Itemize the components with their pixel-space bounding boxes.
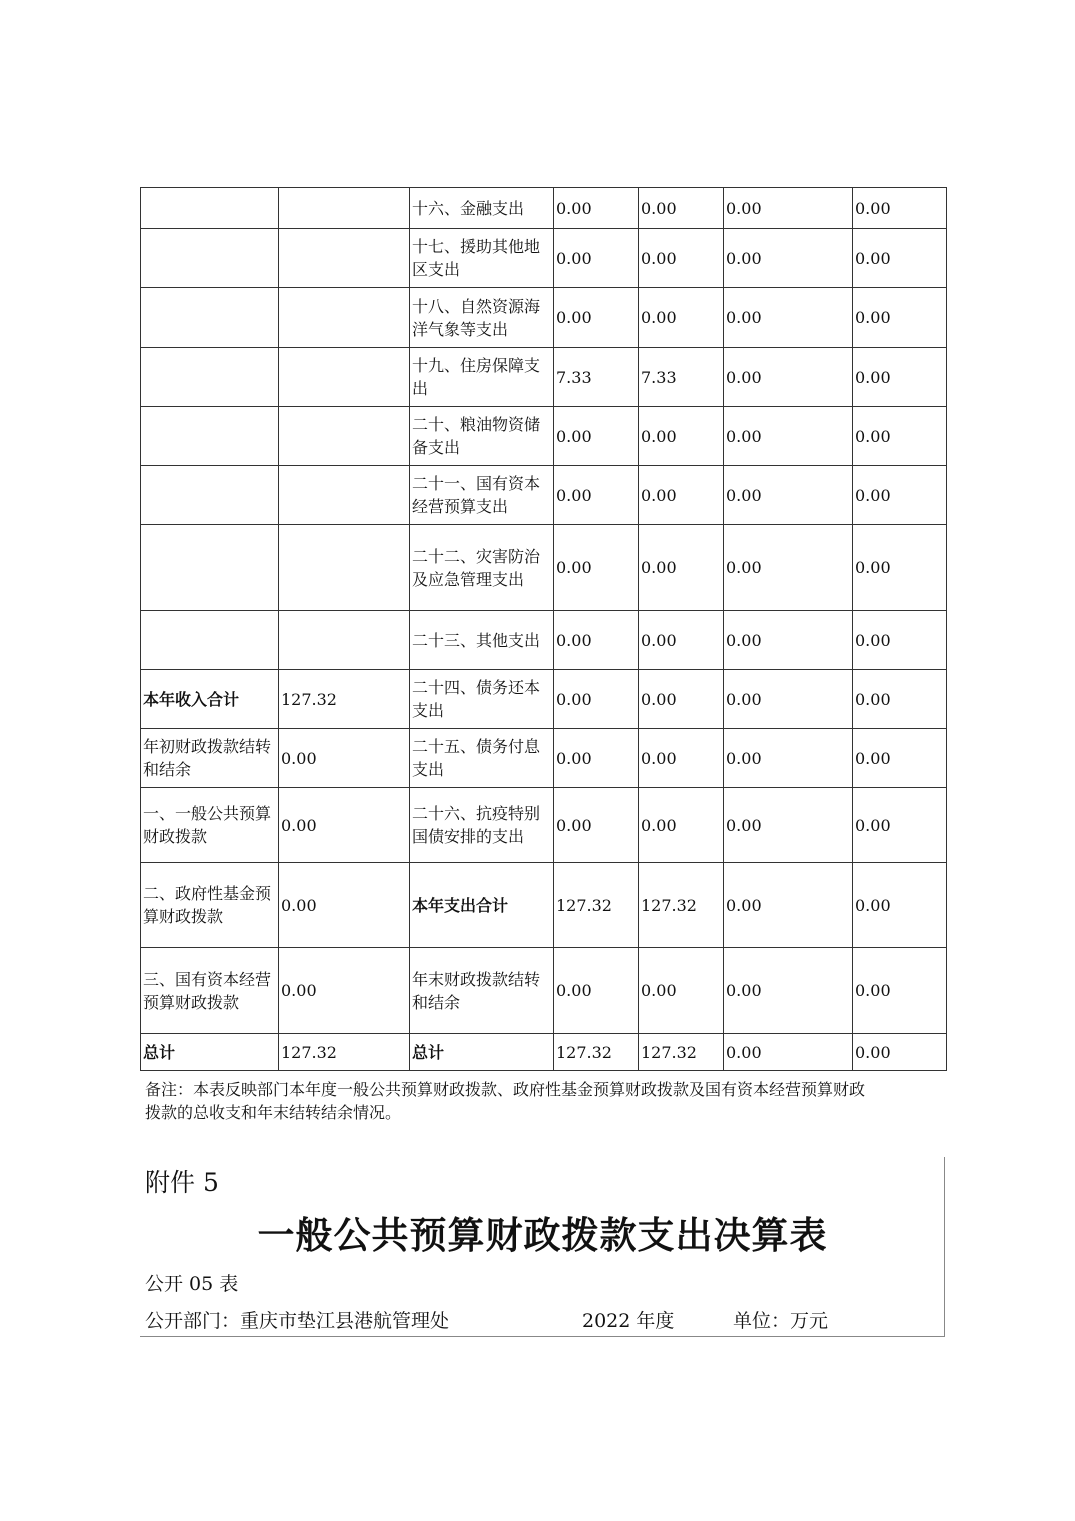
table-cell: 127.32 bbox=[639, 863, 724, 948]
table-cell: 0.00 bbox=[724, 670, 853, 729]
table-cell: 十七、援助其他地区支出 bbox=[410, 229, 554, 288]
table-number: 公开 05 表 bbox=[145, 1273, 239, 1295]
table-cell bbox=[279, 611, 410, 670]
table-cell: 十六、金融支出 bbox=[410, 188, 554, 229]
table-row bbox=[141, 788, 947, 863]
table-cell: 0.00 bbox=[639, 611, 724, 670]
table-cell: 二十六、抗疫特别国债安排的支出 bbox=[410, 788, 554, 863]
table-cell: 0.00 bbox=[853, 348, 947, 407]
table-cell: 0.00 bbox=[853, 863, 947, 948]
table-cell: 二十、粮油物资储备支出 bbox=[410, 407, 554, 466]
table-cell bbox=[279, 348, 410, 407]
table-cell bbox=[141, 348, 279, 407]
table-cell: 0.00 bbox=[724, 611, 853, 670]
table-cell: 0.00 bbox=[279, 948, 410, 1034]
table-cell: 二十二、灾害防治及应急管理支出 bbox=[410, 525, 554, 611]
table-cell: 0.00 bbox=[554, 729, 639, 788]
table-cell bbox=[141, 229, 279, 288]
table-cell bbox=[141, 525, 279, 611]
table-cell: 0.00 bbox=[853, 288, 947, 348]
table-cell bbox=[141, 407, 279, 466]
table-cell: 0.00 bbox=[639, 466, 724, 525]
table-cell: 0.00 bbox=[554, 288, 639, 348]
table-cell: 0.00 bbox=[724, 229, 853, 288]
table-cell: 0.00 bbox=[639, 788, 724, 863]
table-cell-bold: 总计 bbox=[141, 1034, 279, 1071]
table-cell: 0.00 bbox=[853, 229, 947, 288]
table-row bbox=[141, 466, 947, 525]
table-cell bbox=[141, 188, 279, 229]
table-cell: 年初财政拨款结转和结余 bbox=[141, 729, 279, 788]
section-divider bbox=[140, 1336, 945, 1337]
table-cell: 0.00 bbox=[853, 525, 947, 611]
table-cell bbox=[279, 288, 410, 348]
table-cell bbox=[279, 188, 410, 229]
table-cell: 0.00 bbox=[853, 407, 947, 466]
table-cell: 0.00 bbox=[554, 611, 639, 670]
table-cell: 0.00 bbox=[554, 407, 639, 466]
table-row bbox=[141, 948, 947, 1034]
table-cell: 0.00 bbox=[853, 670, 947, 729]
table-cell: 127.32 bbox=[554, 863, 639, 948]
table-cell: 0.00 bbox=[853, 611, 947, 670]
table-cell: 0.00 bbox=[724, 948, 853, 1034]
table-cell: 年末财政拨款结转和结余 bbox=[410, 948, 554, 1034]
table-cell bbox=[279, 229, 410, 288]
table-cell: 0.00 bbox=[639, 729, 724, 788]
table-cell: 十九、住房保障支出 bbox=[410, 348, 554, 407]
table-cell: 7.33 bbox=[639, 348, 724, 407]
page-title: 一般公共预算财政拨款支出决算表 bbox=[257, 1213, 828, 1257]
table-cell: 十八、自然资源海洋气象等支出 bbox=[410, 288, 554, 348]
fiscal-table bbox=[140, 187, 947, 1071]
table-cell: 0.00 bbox=[279, 729, 410, 788]
table-cell: 0.00 bbox=[724, 407, 853, 466]
table-row bbox=[141, 525, 947, 611]
table-cell: 0.00 bbox=[724, 729, 853, 788]
table-cell: 0.00 bbox=[554, 948, 639, 1034]
table-cell bbox=[279, 407, 410, 466]
table-cell: 二十五、债务付息支出 bbox=[410, 729, 554, 788]
table-cell: 0.00 bbox=[639, 229, 724, 288]
table-cell: 二十一、国有资本经营预算支出 bbox=[410, 466, 554, 525]
table-cell-bold: 总计 bbox=[410, 1034, 554, 1071]
table-cell bbox=[279, 525, 410, 611]
table-row bbox=[141, 348, 947, 407]
table-cell: 0.00 bbox=[724, 288, 853, 348]
table-cell: 0.00 bbox=[554, 466, 639, 525]
table-cell bbox=[141, 611, 279, 670]
table-cell: 0.00 bbox=[639, 670, 724, 729]
table-cell: 127.32 bbox=[279, 1034, 410, 1071]
table-cell-bold: 本年支出合计 bbox=[410, 863, 554, 948]
table-cell: 0.00 bbox=[724, 525, 853, 611]
table-cell: 0.00 bbox=[554, 670, 639, 729]
table-note: 备注：本表反映部门本年度一般公共预算财政拨款、政府性基金预算财政拨款及国有资本经营预算财政拨款的总收支和年末结转结余情况。 bbox=[145, 1080, 866, 1122]
table-cell: 0.00 bbox=[639, 948, 724, 1034]
table-cell: 0.00 bbox=[724, 1034, 853, 1071]
table-row bbox=[141, 188, 947, 229]
table-cell: 一、一般公共预算财政拨款 bbox=[141, 788, 279, 863]
table-cell: 0.00 bbox=[639, 188, 724, 229]
table-cell: 0.00 bbox=[853, 948, 947, 1034]
table-cell: 0.00 bbox=[853, 188, 947, 229]
table-row bbox=[141, 1034, 947, 1071]
attachment-text: 附件 bbox=[145, 1168, 196, 1197]
table-cell: 0.00 bbox=[554, 229, 639, 288]
table-cell: 三、国有资本经营预算财政拨款 bbox=[141, 948, 279, 1034]
table-cell: 0.00 bbox=[724, 788, 853, 863]
table-row bbox=[141, 229, 947, 288]
table-cell: 二、政府性基金预算财政拨款 bbox=[141, 863, 279, 948]
table-cell: 0.00 bbox=[853, 729, 947, 788]
table-cell: 0.00 bbox=[279, 863, 410, 948]
table-cell: 0.00 bbox=[724, 188, 853, 229]
attachment-number: 5 bbox=[202, 1168, 219, 1197]
table-cell bbox=[141, 466, 279, 525]
table-cell: 127.32 bbox=[639, 1034, 724, 1071]
fiscal-year: 2022 年度 bbox=[582, 1310, 675, 1332]
table-cell bbox=[141, 288, 279, 348]
table-cell: 127.32 bbox=[279, 670, 410, 729]
department-label: 公开部门：重庆市垫江县港航管理处 bbox=[145, 1310, 450, 1332]
table-cell: 二十四、债务还本支出 bbox=[410, 670, 554, 729]
table-row bbox=[141, 863, 947, 948]
table-row bbox=[141, 407, 947, 466]
table-cell: 0.00 bbox=[554, 788, 639, 863]
table-row bbox=[141, 288, 947, 348]
table-cell: 0.00 bbox=[639, 525, 724, 611]
table-cell: 0.00 bbox=[639, 288, 724, 348]
table-cell bbox=[279, 466, 410, 525]
table-cell: 0.00 bbox=[853, 788, 947, 863]
table-row bbox=[141, 670, 947, 729]
table-cell: 0.00 bbox=[853, 1034, 947, 1071]
table-cell: 0.00 bbox=[724, 348, 853, 407]
table-cell: 0.00 bbox=[724, 863, 853, 948]
table-cell-bold: 本年收入合计 bbox=[141, 670, 279, 729]
unit-label: 单位：万元 bbox=[733, 1310, 829, 1332]
table-row bbox=[141, 611, 947, 670]
table-cell: 0.00 bbox=[724, 466, 853, 525]
table-cell: 7.33 bbox=[554, 348, 639, 407]
table-cell: 0.00 bbox=[554, 188, 639, 229]
table-cell: 0.00 bbox=[554, 525, 639, 611]
table-cell: 0.00 bbox=[279, 788, 410, 863]
table-cell: 0.00 bbox=[639, 407, 724, 466]
table-cell: 127.32 bbox=[554, 1034, 639, 1071]
table-cell: 0.00 bbox=[853, 466, 947, 525]
table-row bbox=[141, 729, 947, 788]
table-cell: 二十三、其他支出 bbox=[410, 611, 554, 670]
attachment-label bbox=[145, 1163, 219, 1199]
